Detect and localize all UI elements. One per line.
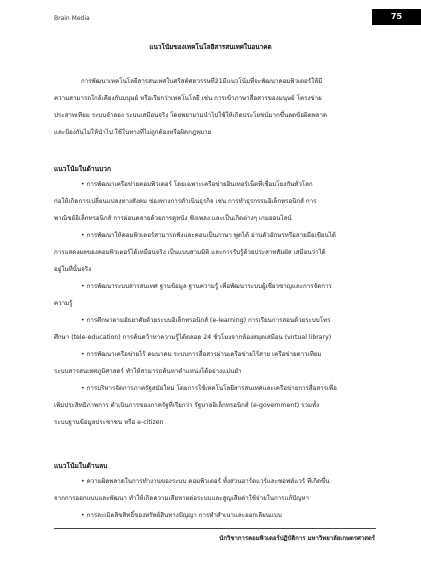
- intro-line: ประสาทเทียม ระบบจำลอง ระบบเสมือนจริง โดยพยายามนำไปใช้ให้เกิดประโยชน์มากขึ้นลดข้อผิดพลาด: [54, 112, 327, 119]
- positive-line: • การพัฒนาเครือข่ายไร้ คมนาคม ระบบการสื่อสารผ่านเครือข่ายไร้สาย เครือข่ายดาวเทียม: [81, 351, 322, 358]
- intro-line: ความสามารถใกล้เคียงกับมนุษย์ หรือเรียกว่าเทคโนโลยี เช่น การเข้าภาษาสื่อสารของมนุษย์ โครงข่าย: [54, 95, 322, 102]
- positive-line: การแสดงผลของคอมพิวเตอร์ได้เหมือนจริง เป็นแบบสามมิติ และการรับรู้ด้วยประสาทสัมผัส เสมือนว่าได้: [54, 249, 326, 256]
- positive-line: • การพัฒนาให้คอมพิวเตอร์สามารถฟังและคอบเป็นภาษา พูดได้ อ่านตัวอักษรหรือลายมือเขียนได้: [81, 232, 336, 239]
- header-brand: Brain Media: [54, 15, 90, 22]
- page-title: แนวโน้มของเทคโนโลยีสารสนเทศในอนาคต: [149, 43, 272, 51]
- footer-affiliation: นักวิชาการคอมพิวเตอร์ปฏิบัติการ มหาวิทยาลัยเกษตรศาสตร์: [219, 535, 375, 542]
- positive-line: ความรู้: [54, 300, 73, 307]
- positive-heading: แนวโน้มในด้านบวก: [54, 165, 111, 173]
- negative-line: จากการออกแบบและพัฒนา ทำให้เกิดความเสียหายต่อระบบและสูญเสียค่าใช้จ่ายในการแก้ปัญหา: [54, 495, 309, 502]
- negative-line: • การละเมิดลิขสิทธิ์ของทรัพย์สินทางปัญญา การทำสำเนาและออกเลียนแบบ: [81, 512, 282, 519]
- positive-line: • การพัฒนาเครือข่ายคอมพิวเตอร์ โดยเฉพาะเครือข่ายอินเทอร์เน็ตที่เชื่อมโยงกันทั่วโลก: [81, 181, 313, 188]
- positive-line: เพิ่มประสิทธิภาพการ ดำเนินการของภาครัฐที่เรียกว่า รัฐบาลอิเล็กทรอนิกส์ (e-government) รวมทั้ง: [54, 402, 320, 409]
- negative-heading: แนวโน้มในด้านลบ: [54, 462, 108, 470]
- positive-line: • การศึกษาตามอัธยาศัยด้วยระบบอิเล็กทรอนิกส์ (e-learning) การเรียนการสอนด้วยระบบโทร: [81, 317, 331, 324]
- negative-line: • ความผิดพลาดในการทำงานของระบบ คอมพิวเตอร์ ทั้งส่วนฮาร์ดแวร์และซอฟต์แวร์ ที่เกิดขึ้น: [81, 478, 330, 485]
- positive-line: อยู่ในที่นั้นจริง: [54, 266, 92, 273]
- intro-line: การพัฒนาเทคโนโลยีสารสนเทศในศริสต์ศตวรรษที่21มีแนวโน้มที่จะพัฒนาคอมพิวเตอร์ให้มี: [81, 78, 323, 85]
- positive-line: ศึกษา (tele-education) การค้นคว้าหาความรู้ได้ตลอด 24 ชั่วโมงจากห้องสมุดเสมือน (virtual library): [54, 334, 332, 341]
- footer-divider: [54, 528, 376, 529]
- intro-line: และป้องกันไม่ให้นำไป ใช้ในทางที่ไม่ถูกต้องหรือผิดกฎหมาย: [54, 129, 212, 136]
- positive-line: พาณิชย์อิเล็กทรอนิกส์ การผ่อนคลายด้วยการดูหนัง ฟังเพลง และเป็นเกิดต่างๆ เกมออนไลน์: [54, 215, 292, 222]
- positive-line: ระบบฐานข้อมูลประชาชน หรือ e-citizen: [54, 419, 164, 426]
- page-number: 75: [372, 9, 421, 25]
- positive-line: • การบริหารจัดการภาครัฐสมัยใหม่ โดยการใช้เทคโนโลยีสารสนเทศและเครือข่ายการสื่อสารเพื่อ: [81, 385, 337, 392]
- positive-line: ก่อให้เกิดการเปลี่ยนแปลงทางสังคม ช่องทางการดำเนินธุรกิจ เช่น การทำธุรกรรมอิเล็กทรอนิกส์ การ: [54, 198, 317, 205]
- positive-line: ระบบสารสนเทศภูมิศาสตร์ ทำให้สามารถค้นหาตำแหน่งได้อย่างแม่นยำ: [54, 368, 242, 375]
- positive-line: • การพัฒนาระบบสารสนเทศ ฐานข้อมูล ฐานความรู้ เพื่อพัฒนาระบบผู้เชี่ยวชาญและการจัดการ: [81, 283, 332, 290]
